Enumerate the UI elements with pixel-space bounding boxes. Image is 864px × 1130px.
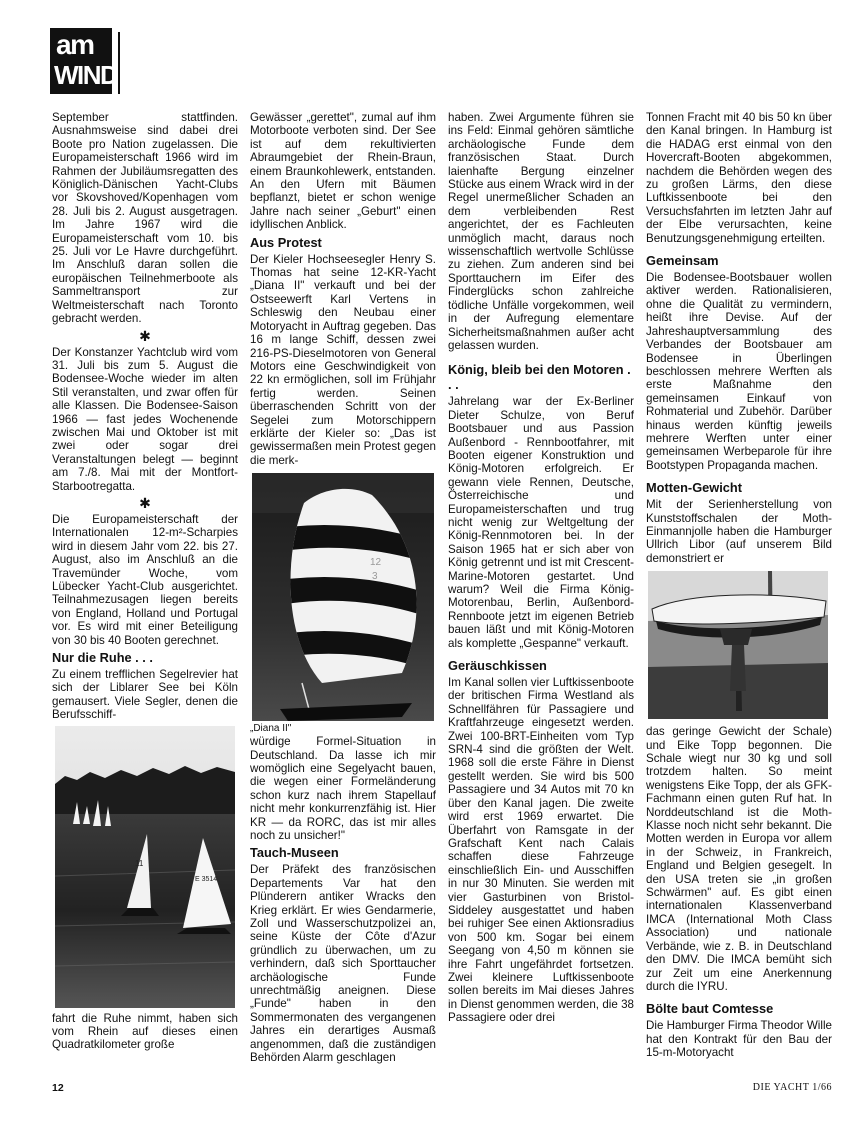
paragraph: Der Konstanzer Yachtclub wird vom 31. Juli bis zum 5. August die Bodensee-Woche wieder im alten Stil veranstalten, und zwar offen für alle Klassen. Die Bodensee-Saison 1966 — fast jedes Wochenende zwischen Mai und Oktober ist mit zwei oder sogar drei Veranstaltungen belegt — beginnt am 7./8. Mai mit der Montfort-Starbootregatta. — [52, 345, 238, 493]
paragraph: Der Präfekt des französischen Departements Var hat den Plünderern antiker Wracks den Krieg erklärt. Er wies Gendarmerie, Zoll und Wasserschutzpolizei an, seine Küste der Côte d'Azur gründlich zu überwachen, um zu verhindern, daß sich Sporttaucher archäologische Funde unrechtmäßig aneignen. Diese „Funde" haben in den Sommermonaten des vergangenen Jahres ein derartiges Ausmaß angenommen, daß die zuständigen Behörden Alarm geschlagen — [250, 863, 436, 1065]
column-1 — [52, 111, 238, 1052]
heading-boelte-baut-comtesse: Bölte baut Comtesse — [646, 1001, 774, 1017]
heading-gemeinsam: Gemeinsam — [646, 253, 719, 269]
photo-moth-hull — [648, 571, 828, 719]
dinghy-sail-number: 11 — [135, 858, 144, 868]
photo-diana-ii-spinnaker — [252, 473, 434, 721]
heading-koenig: König, bleib bei den Motoren . . . — [448, 362, 631, 393]
paragraph: Zu einem trefflichen Segelrevier hat sich der Liblarer See bei Köln gemausert. Viele Segler, denen die Berufsschiff- — [52, 668, 238, 722]
section-logo — [50, 28, 118, 94]
paragraph: Der Kieler Hochseesegler Henry S. Thomas hat seine 12-KR-Yacht „Diana II" verkauft und bei der Ostseewerft Karl Vertens in Schleswig den Neubau einer Motoryacht in Auftrag gegeben. Das 16 m lange Schiff, dessen zwei 216-PS-Dieselmotoren von General Motors eine Geschwindigkeit von 22 kn ermöglichen, soll im Frühjahr fertig werden. Seinen überraschenden Schritt von der Segelei zum Motorschippern erklärte der Kieler so: „Das ist gewissermaßen mein Protest gegen die merk- — [250, 252, 436, 467]
heading-motten-gewicht: Motten-Gewicht — [646, 480, 742, 496]
paragraph: würdige Formel-Situation in Deutschland. Da lasse ich mir womöglich eine Segelyacht bauen, die wegen einer Formeländerung schon kurz nach ihrem Stapellauf nicht mehr konkurrenzfähig ist. Hier KR — da RORC, das ist mir alles noch zu unsicher!" — [250, 735, 436, 842]
paragraph: Die Bodensee-Bootsbauer wollen aktiver werden. Rationalisieren, ohne die Qualität zu vermindern, heißt ihre Devise. Auf der Jahreshauptversammlung des Verbandes der Bootsbauer am Bodensee in Überlingen beschlossen mehrere Werften als erste Maßnahme den gemeinsamen Einkauf von Rohmaterial und Zubehör. Darüber hinaus werden künftig jeweils mehrere Werften unter einer gemeinsamen Werbeparole für ihre Bootstypen Propaganda machen. — [646, 271, 832, 472]
paragraph: Gewässer „gerettet", zumal auf ihm Motorboote verboten sind. Der See ist auf dem rekultivierten Abraumgebiet der Rhein-Braun, einem Braunkohlewerk, entstanden. An den Ufern mit Bäumen bepflanzt, bietet er schon wenige Jahre nach seiner „Geburt" einen idyllischen Anblick. — [250, 111, 436, 232]
heading-geraeuschkissen: Geräuschkissen — [448, 658, 547, 674]
logo-line-1: am — [56, 29, 94, 60]
heading-tauch-museen: Tauch-Museen — [250, 845, 339, 861]
star-separator-icon: ✱ — [139, 327, 151, 344]
logo-bar — [118, 32, 120, 94]
dinghy-sail-number: E 3514 — [195, 875, 218, 883]
column-4 — [646, 111, 832, 1060]
column-2 — [250, 111, 436, 1065]
paragraph: fahrt die Ruhe nimmt, haben sich vom Rhein auf dieses einen Quadratkilometer große — [52, 1011, 238, 1052]
paragraph: September stattfinden. Ausnahmsweise sind dabei drei Boote pro Nation zugelassen. Die Europameisterschaft 1966 wird im Rahmen der Jubiläumsregatten des Königlich-Dänischen Yacht-Clubs vor Skovshoved/Kopenhagen vom 28. Juli bis 2. August ausgetragen. Im Jahre 1967 wird die Europameisterschaft vom 10. bis 25. Juli vor Le Havre durchgeführt. Im Anschluß daran sollen die europäischen Teilnehmerboote als Sammeltransport zur Weltmeisterschaft nach Toronto gebracht werden. — [52, 111, 238, 326]
paragraph: Tonnen Fracht mit 40 bis 50 kn über den Kanal bringen. In Hamburg ist die HADAG erst einmal von den Hovercraft-Booten abgekommen, nachdem die Behörden wegen des zu großen Lärms, den diese Luftkissenboote bei den Versuchsfahrten im letzten Jahr auf der Elbe verursachten, keine Benutzungsgenehmigung erteilten. — [646, 111, 832, 245]
paragraph: haben. Zwei Argumente führen sie ins Feld: Einmal gehören sämtliche archäologische Funde dem französischen Staat. Durch laienhafte Bergung einzelner Stücke aus einem Wrack wird in der Regel unermeßlicher Schaden an dem verbleibenden Rest angerichtet, der es Fachleuten unmöglich macht, daraus noch wissenschaftlich wertvolle Schlüsse zu ziehen. Zum anderen sind bei Sporttauchern im Eifer des Finderglücks schon zahlreiche tödliche Unfälle vorgekommen, weil in der Aufregung elementare Sicherheitsmaßnahmen außer acht gelassen wurden. — [448, 111, 634, 352]
sail-number: 12 — [370, 557, 382, 569]
page-number: 12 — [52, 1082, 64, 1094]
magazine-issue: DIE YACHT 1/66 — [752, 1082, 832, 1093]
paragraph: Im Kanal sollen vier Luftkissenboote der britischen Firma Westland als Schnellfähren für Passagiere und Kraftfahrzeuge eingesetzt werden. Zwei 100-BRT-Einheiten vom Typ SRN-4 sind die größten der Welt. 1968 soll die erste Fähre in Dienst gestellt werden. Sie wird bis 500 Passagiere und 34 Autos mit 70 kn über den Kanal jagen. Die zweite wird erst 1969 erwartet. Die Überfahrt von Ramsgate in der Grafschaft Kent nach Calais schaffen diese Fahrzeuge einschließlich Ein- und Ausschiffen in nur 30 Minuten. Sie werden mit vier Gasturbinen von Bristol-Siddeley ausgestattet und haben bei ruhiger See einen Aktionsradius von 500 km. Sogar bei einem Seegang von 4,50 m können sie ihre Fahrt ungefährdet fortsetzen. Zwei kleinere Luftkissenboote sollen bereits im Mai dieses Jahres in Dienst genommen werden, die 38 Passagiere oder drei — [448, 676, 634, 1025]
photo-lake-sailboats — [55, 726, 235, 1008]
star-separator-icon: ✱ — [139, 494, 151, 511]
column-3 — [448, 111, 634, 1025]
paragraph: Die Hamburger Firma Theodor Wille hat den Kontrakt für den Bau der 15-m-Motoryacht — [646, 1019, 832, 1060]
paragraph: Mit der Serienherstellung von Kunststoffschalen der Moth-Einmannjolle haben die Hamburger Ullrich Libor (auf unserem Bild demonstriert er — [646, 498, 832, 565]
paragraph: das geringe Gewicht der Schale) und Eike Topp begonnen. Die Schale wiegt nur 30 kg und soll trotzdem halten. So meint wenigstens Eike Topp, der als GFK-Fachmann einen guten Ruf hat. In Norddeutschland ist die Moth-Klasse noch nicht sehr bekannt. Die Motten werden in Europa vor allem in der Schweiz, in Frankreich, England und Belgien gesegelt. In den USA treten sie „in großen Schwärmen" auf. Es gibt einen internationalen Klassenverband IMCA (International Moth Class Association) und nationale Verbände, wie z. B. in Deutschland den DMV. Die IMCA bemüht sich zur Zeit um eine Anerkennung durch die IYRU. — [646, 725, 832, 993]
sail-number: 3 — [372, 571, 378, 583]
heading-aus-protest: Aus Protest — [250, 234, 322, 250]
paragraph: Die Europameisterschaft der Internationalen 12-m²-Scharpies wird in diesem Jahr vom 22. bis 27. August, also im Anschluß an die Travemünder Woche, vom Lübecker Yacht-Club ausgerichtet. Teilnahmezusagen liegen bereits von England, Holland und Portugal vor. Es wird mit einer Beteiligung von 30 bis 40 Booten gerechnet. — [52, 512, 238, 647]
paragraph: Jahrelang war der Ex-Berliner Dieter Schulze, von Beruf Bootsbauer und aus Passion Außenbord - Rennbootfahrer, mit Booten eigener Konstruktion und König-Motoren erfolgreich. Er gewann viele Rennen, Deutsche, Österreichische und Europameisterschaften und trug nicht wenig zur Weltgeltung der König-Rennmotoren bei. In der Saison 1965 hat er sich aber von König getrennt und ist mit Crescent-Marine-Motoren gestartet. Und warum? Weil die Firma König-Motorenbau, Berlin, Außenbord-Rennboote jetzt im eigenen Betrieb bauen läßt und mit König-Motoren als komplette „Gespanne" verkauft. — [448, 395, 634, 650]
photo-caption: „Diana II" — [250, 723, 292, 735]
logo-line-2: WIND — [54, 60, 118, 90]
heading-nur-die-ruhe: Nur die Ruhe . . . — [52, 650, 153, 666]
